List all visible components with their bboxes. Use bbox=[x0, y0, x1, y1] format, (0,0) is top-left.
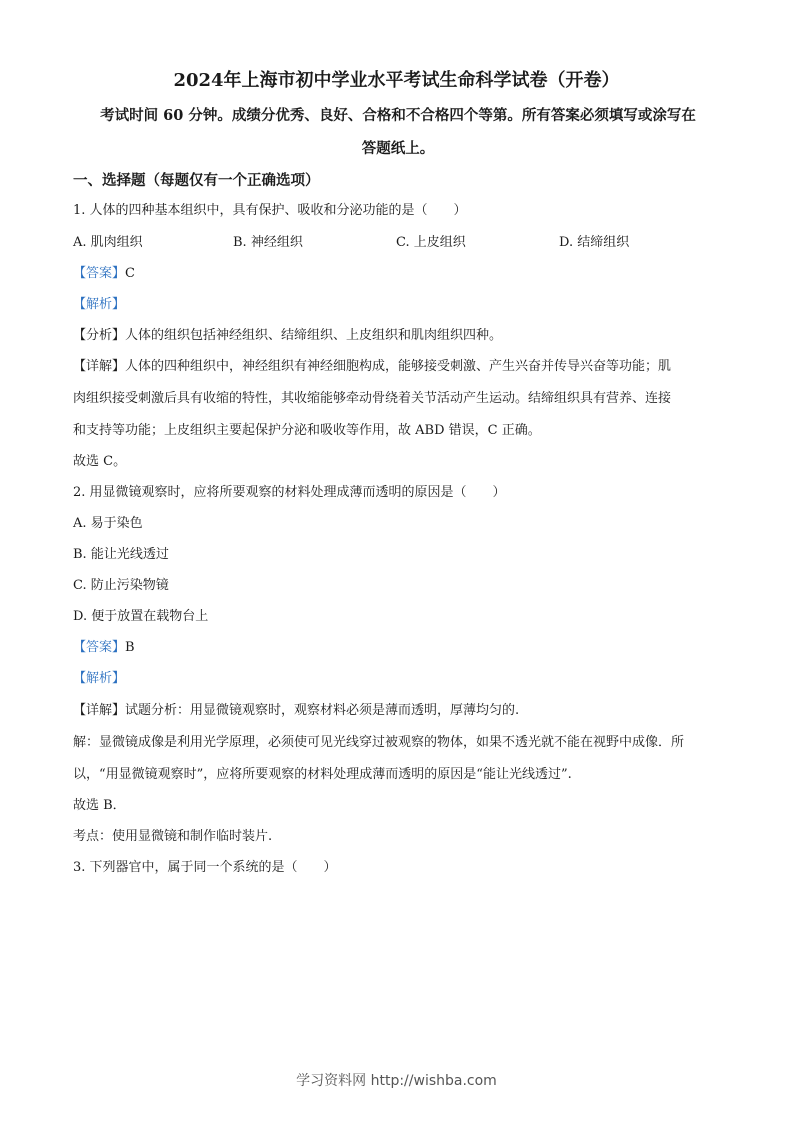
section-heading: 一、选择题（每题仅有一个正确选项） bbox=[73, 172, 320, 189]
q1-option-b: B. 神经组织 bbox=[233, 235, 303, 250]
q2-detail: 【详解】试题分析：用显微镜观察时，观察材料必须是薄而透明，厚薄均匀的. bbox=[73, 703, 520, 718]
footer-watermark: 学习资料网 http://wishba.com bbox=[296, 1073, 497, 1089]
q1-conclusion: 故选 C。 bbox=[73, 454, 127, 469]
q1-detail-line-1: 【详解】人体的四种组织中，神经组织有神经细胞构成，能够接受刺激、产生兴奋并传导兴奋等功能；肌 bbox=[73, 359, 672, 374]
instructions-line-2: 答题纸上。 bbox=[361, 140, 435, 157]
q1-answer bbox=[73, 265, 723, 283]
q1-analysis-tag: 【解析】 bbox=[73, 297, 126, 312]
q2-conclusion: 故选 B． bbox=[73, 798, 126, 813]
q2-option-a: A. 易于染色 bbox=[73, 516, 143, 531]
q1-option-c: C. 上皮组织 bbox=[396, 235, 466, 250]
q2-option-d: D. 便于放置在载物台上 bbox=[73, 609, 209, 624]
q2-option-c: C. 防止污染物镜 bbox=[73, 578, 169, 593]
q1-detail-line-3: 和支持等功能；上皮组织主要起保护分泌和吸收等作用，故 ABD 错误，C 正确。 bbox=[73, 423, 541, 438]
q2-analysis-tag: 【解析】 bbox=[73, 671, 126, 686]
page-title: 2024年上海市初中学业水平考试生命科学试卷（开卷） bbox=[173, 70, 620, 91]
q1-option-a: A. 肌肉组织 bbox=[73, 235, 143, 250]
q1-fenxi: 【分析】人体的组织包括神经组织、结缔组织、上皮组织和肌肉组织四种。 bbox=[73, 328, 503, 343]
q2-kaodian: 考点：使用显微镜和制作临时装片. bbox=[73, 829, 273, 844]
q1-answer-tag: 【答案】 bbox=[73, 266, 126, 281]
q1-answer-value: C bbox=[125, 266, 135, 281]
q1-detail-line-2: 肉组织接受刺激后具有收缩的特性，其收缩能够牵动骨绕着关节活动产生运动。结缔组织具有营养、连接 bbox=[73, 391, 672, 406]
q2-answer bbox=[73, 639, 723, 657]
q2-jie-line-2: 以，“用显微镜观察时”，应将所要观察的材料处理成薄而透明的原因是“能让光线透过”. bbox=[73, 767, 572, 782]
q2-option-b: B. 能让光线透过 bbox=[73, 547, 169, 562]
q2-stem: 2. 用显微镜观察时，应将所要观察的材料处理成薄而透明的原因是（ ） bbox=[73, 485, 506, 500]
q2-answer-value: B bbox=[125, 640, 135, 655]
q2-answer-tag: 【答案】 bbox=[73, 640, 126, 655]
q3-stem: 3. 下列器官中，属于同一个系统的是（ ） bbox=[73, 860, 337, 875]
q2-jie-line-1: 解：显微镜成像是利用光学原理，必须使可见光线穿过被观察的物体，如果不透光就不能在视野中成像．所 bbox=[73, 735, 685, 750]
instructions-line-1: 考试时间 60 分钟。成绩分优秀、良好、合格和不合格四个等第。所有答案必须填写或涂写在 bbox=[100, 107, 696, 124]
q1-stem: 1. 人体的四种基本组织中，具有保护、吸收和分泌功能的是（ ） bbox=[73, 203, 467, 218]
q1-option-d: D. 结缔组织 bbox=[559, 235, 630, 250]
